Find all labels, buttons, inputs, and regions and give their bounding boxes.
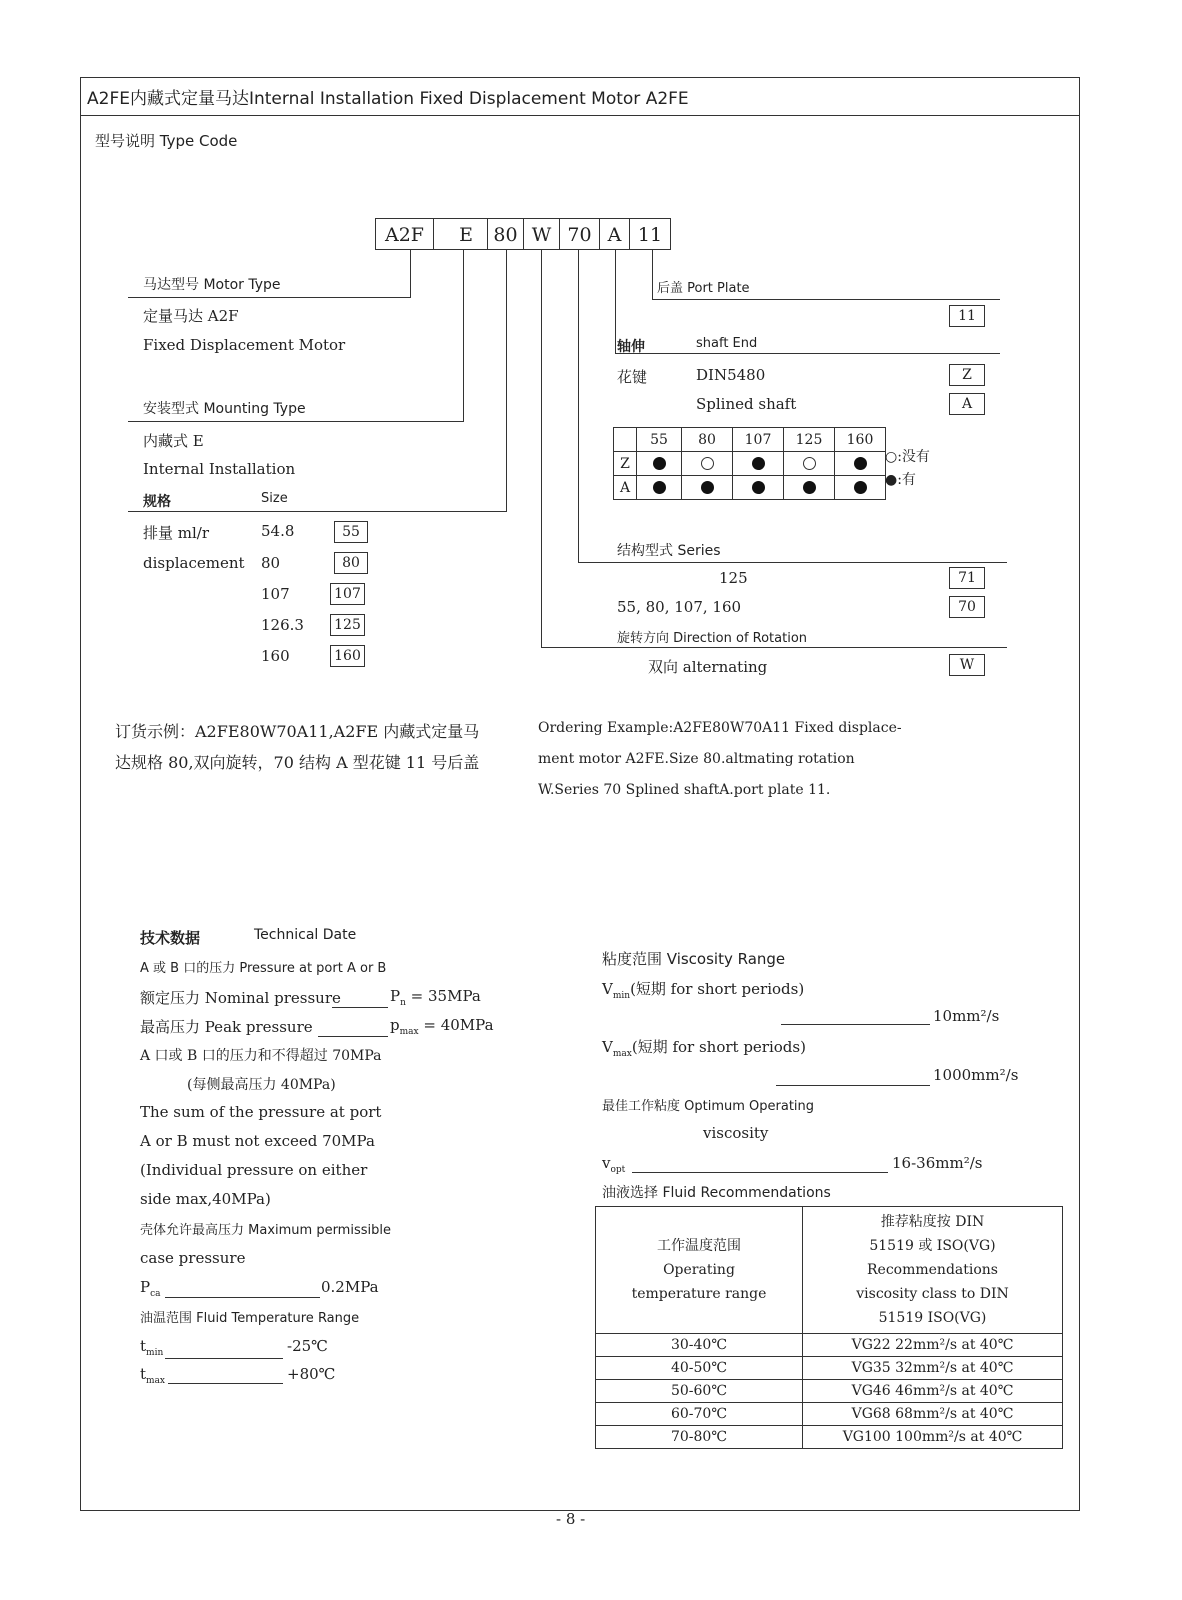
case-en: case pressure bbox=[140, 1249, 246, 1267]
shaft-std: DIN5480 bbox=[696, 366, 766, 384]
table-row bbox=[596, 1380, 1063, 1403]
peak-subscript: max bbox=[399, 1027, 419, 1037]
table-header-cell: 80 bbox=[682, 428, 733, 452]
size-label-en: displacement bbox=[143, 554, 245, 572]
tmin-subscript: min bbox=[146, 1348, 164, 1358]
table-row bbox=[614, 476, 886, 500]
vmax-symbol: V bbox=[602, 1038, 613, 1056]
tmax-symbol-group bbox=[140, 1365, 165, 1386]
table-corner-cell bbox=[614, 428, 637, 452]
underline-size bbox=[128, 511, 507, 512]
viscosity-heading: 粘度范围 Viscosity Range bbox=[602, 950, 786, 968]
connector-port-plate bbox=[652, 250, 653, 300]
case-symbol-group bbox=[140, 1278, 161, 1299]
connector-mounting bbox=[463, 250, 464, 422]
vg-cell: VG22 22mm²/s at 40℃ bbox=[803, 1334, 1063, 1357]
size-value: 54.8 bbox=[261, 522, 295, 540]
availability-mark bbox=[752, 457, 765, 470]
tech-heading-cn: 技术数据 bbox=[140, 929, 201, 947]
legend-filled: ●:有 bbox=[885, 472, 916, 488]
size-code-box: 55 bbox=[334, 521, 368, 543]
vmin-value: 10mm²/s bbox=[933, 1007, 1000, 1025]
availability-mark bbox=[653, 481, 666, 494]
availability-mark bbox=[653, 457, 666, 470]
code-cell-mounting: E bbox=[433, 218, 487, 250]
size-value: 107 bbox=[261, 585, 290, 603]
shaft-std-code-box: Z bbox=[949, 364, 985, 386]
port-plate-code-box: 11 bbox=[949, 305, 985, 327]
header-divider bbox=[80, 115, 1080, 116]
case-value: 0.2MPa bbox=[321, 1278, 379, 1296]
size-heading-cn: 规格 bbox=[143, 494, 171, 510]
note-en-line1: The sum of the pressure at port bbox=[140, 1103, 382, 1121]
vmin-group bbox=[602, 978, 804, 1001]
underline-shaft bbox=[615, 353, 1000, 354]
peak-value-group bbox=[390, 1016, 494, 1037]
vg-cell: VG68 68mm²/s at 40℃ bbox=[803, 1403, 1063, 1426]
fill-line bbox=[168, 1383, 283, 1384]
vmax-subscript: max bbox=[612, 1049, 632, 1059]
fill-line bbox=[632, 1172, 888, 1173]
vopt-symbol: v bbox=[602, 1154, 611, 1172]
fill-line bbox=[165, 1358, 283, 1359]
shaft-splined-code-box: A bbox=[949, 393, 985, 415]
header-line: Operating bbox=[663, 1262, 735, 1278]
optimum-heading-2: viscosity bbox=[703, 1124, 769, 1142]
series-label: 55, 80, 107, 160 bbox=[617, 598, 742, 616]
vmax-group bbox=[602, 1036, 806, 1059]
availability-mark bbox=[752, 481, 765, 494]
shaft-end-heading-en: shaft End bbox=[696, 336, 758, 351]
ordering-en-line3: W.Series 70 Splined shaftA.port plate 11. bbox=[538, 782, 831, 798]
size-value: 80 bbox=[261, 554, 281, 572]
fluid-header-viscosity bbox=[803, 1207, 1063, 1334]
rotation-heading: 旋转方向 Direction of Rotation bbox=[617, 631, 808, 646]
tech-heading-en: Technical Date bbox=[254, 927, 357, 943]
size-value: 160 bbox=[261, 647, 290, 665]
ordering-cn-line1: 订货示例：A2FE80W70A11,A2FE 内藏式定量马 bbox=[115, 722, 480, 741]
availability-mark bbox=[701, 481, 714, 494]
page-number: - 8 - bbox=[556, 1510, 586, 1528]
ordering-en-line2: ment motor A2FE.Size 80.altmating rotation bbox=[538, 751, 855, 767]
fill-line bbox=[165, 1297, 320, 1298]
header-line: 51519 ISO(VG) bbox=[878, 1310, 987, 1326]
series-code-box: 71 bbox=[949, 567, 985, 589]
size-code-box: 125 bbox=[330, 614, 365, 636]
code-cell-shaft: A bbox=[599, 218, 629, 250]
shaft-end-heading-cn: 轴伸 bbox=[617, 339, 645, 355]
table-header-cell: 55 bbox=[637, 428, 682, 452]
note-en-line2: A or B must not exceed 70MPa bbox=[140, 1132, 375, 1150]
legend-open: ○:没有 bbox=[885, 449, 930, 465]
availability-mark bbox=[803, 457, 816, 470]
size-value: 126.3 bbox=[261, 616, 304, 634]
availability-mark bbox=[701, 457, 714, 470]
nominal-value-group bbox=[390, 987, 481, 1008]
fluid-table bbox=[595, 1206, 1063, 1449]
port-plate-heading: 后盖 Port Plate bbox=[657, 281, 750, 296]
underline-mounting bbox=[128, 421, 464, 422]
size-code-box: 160 bbox=[330, 645, 365, 667]
tmax-value: +80℃ bbox=[287, 1365, 336, 1383]
underline-series bbox=[578, 562, 1007, 563]
table-header-cell: 160 bbox=[835, 428, 886, 452]
nominal-symbol: P bbox=[390, 987, 401, 1005]
type-code-heading: 型号说明 Type Code bbox=[95, 132, 238, 150]
connector-size bbox=[506, 250, 507, 512]
peak-label: 最高压力 Peak pressure bbox=[140, 1018, 313, 1036]
availability-mark bbox=[803, 481, 816, 494]
fluid-header-temp bbox=[596, 1207, 803, 1334]
vopt-group bbox=[602, 1154, 625, 1175]
note-en-line3: (Individual pressure on either bbox=[140, 1161, 368, 1179]
connector-shaft bbox=[615, 250, 616, 354]
fluid-heading: 油液选择 Fluid Recommendations bbox=[602, 1185, 831, 1201]
table-row-label: Z bbox=[614, 452, 637, 476]
nominal-subscript: n bbox=[400, 998, 406, 1008]
underline-port-plate bbox=[652, 299, 1000, 300]
series-code-box: 70 bbox=[949, 596, 985, 618]
table-row bbox=[596, 1357, 1063, 1380]
tmin-symbol: t bbox=[140, 1337, 147, 1355]
tmin-value: -25℃ bbox=[287, 1337, 328, 1355]
nominal-label: 额定压力 Nominal pressure bbox=[140, 989, 341, 1007]
underline-rotation bbox=[541, 647, 1007, 648]
peak-value: = 40MPa bbox=[423, 1016, 494, 1034]
vopt-value: 16-36mm²/s bbox=[892, 1154, 983, 1172]
connector-series bbox=[578, 250, 579, 563]
note-en-line4: side max,40MPa) bbox=[140, 1190, 271, 1208]
temp-cell: 40-50℃ bbox=[596, 1357, 803, 1380]
availability-mark bbox=[854, 457, 867, 470]
optimum-heading: 最佳工作粘度 Optimum Operating bbox=[602, 1099, 815, 1114]
header-line: 工作温度范围 bbox=[657, 1238, 741, 1254]
mounting-heading: 安装型式 Mounting Type bbox=[143, 401, 306, 417]
mounting-line1: 内藏式 E bbox=[143, 432, 204, 450]
tmin-symbol-group bbox=[140, 1337, 163, 1358]
peak-symbol: p bbox=[390, 1016, 400, 1034]
fill-line bbox=[332, 1007, 388, 1008]
code-cell-size: 80 bbox=[487, 218, 523, 250]
motor-type-line1: 定量马达 A2F bbox=[143, 307, 239, 325]
size-code-box: 80 bbox=[334, 552, 368, 574]
fill-line bbox=[776, 1085, 930, 1086]
vmin-label: (短期 for short periods) bbox=[630, 980, 805, 998]
ordering-cn-line2: 达规格 80,双向旋转，70 结构 A 型花键 11 号后盖 bbox=[115, 753, 480, 772]
temp-cell: 60-70℃ bbox=[596, 1403, 803, 1426]
connector-rotation bbox=[541, 250, 542, 648]
note-cn-line2: (每侧最高压力 40MPa) bbox=[187, 1077, 336, 1093]
underline-motor bbox=[128, 297, 411, 298]
case-heading: 壳体允许最高压力 Maximum permissible bbox=[140, 1223, 391, 1238]
nominal-value: = 35MPa bbox=[410, 987, 481, 1005]
vmin-subscript: min bbox=[612, 991, 631, 1001]
rotation-code-box: W bbox=[949, 654, 985, 676]
header-line: temperature range bbox=[631, 1286, 767, 1302]
page-title: A2FE内藏式定量马达Internal Installation Fixed Displacement Motor A2FE bbox=[87, 89, 689, 109]
table-row bbox=[614, 452, 886, 476]
vg-cell: VG46 46mm²/s at 40℃ bbox=[803, 1380, 1063, 1403]
shaft-splined: Splined shaft bbox=[696, 395, 797, 413]
rotation-label: 双向 alternating bbox=[648, 658, 768, 676]
vopt-subscript: opt bbox=[610, 1165, 626, 1175]
series-heading: 结构型式 Series bbox=[617, 543, 721, 559]
size-label-cn: 排量 ml/r bbox=[143, 524, 210, 542]
pressure-heading: A 或 B 口的压力 Pressure at port A or B bbox=[140, 961, 387, 976]
table-header-cell: 107 bbox=[733, 428, 784, 452]
shaft-size-table bbox=[613, 427, 886, 500]
header-line: 推荐粘度按 DIN bbox=[880, 1214, 985, 1230]
vmin-symbol: V bbox=[602, 980, 613, 998]
header-line: viscosity class to DIN bbox=[856, 1286, 1009, 1302]
case-subscript: ca bbox=[150, 1289, 161, 1299]
table-row bbox=[596, 1334, 1063, 1357]
temp-cell: 70-80℃ bbox=[596, 1426, 803, 1449]
table-row-label: A bbox=[614, 476, 637, 500]
series-label: 125 bbox=[719, 569, 748, 587]
fill-line bbox=[781, 1024, 930, 1025]
header-line: 51519 或 ISO(VG) bbox=[869, 1238, 996, 1254]
code-cell-rotation: W bbox=[523, 218, 559, 250]
tmax-subscript: max bbox=[146, 1376, 166, 1386]
case-symbol: P bbox=[140, 1278, 151, 1296]
size-heading-en: Size bbox=[261, 491, 288, 506]
header-line: Recommendations bbox=[867, 1262, 998, 1278]
temp-cell: 50-60℃ bbox=[596, 1380, 803, 1403]
vmax-label: (短期 for short periods) bbox=[631, 1038, 806, 1056]
shaft-label-cn: 花键 bbox=[617, 368, 648, 386]
temp-cell: 30-40℃ bbox=[596, 1334, 803, 1357]
table-row bbox=[596, 1403, 1063, 1426]
mounting-line2: Internal Installation bbox=[143, 460, 296, 478]
connector-motor bbox=[410, 250, 411, 298]
vmax-value: 1000mm²/s bbox=[933, 1066, 1019, 1084]
vg-cell: VG100 100mm²/s at 40℃ bbox=[803, 1426, 1063, 1449]
table-row bbox=[596, 1426, 1063, 1449]
ordering-en-line1: Ordering Example:A2FE80W70A11 Fixed displace- bbox=[538, 720, 902, 736]
motor-type-line2: Fixed Displacement Motor bbox=[143, 336, 346, 354]
code-cell-port-plate: 11 bbox=[629, 218, 671, 250]
availability-mark bbox=[854, 481, 867, 494]
note-cn-line1: A 口或 B 口的压力和不得超过 70MPa bbox=[140, 1048, 382, 1064]
size-code-box: 107 bbox=[330, 583, 365, 605]
motor-type-heading: 马达型号 Motor Type bbox=[143, 277, 281, 293]
code-cell-motor: A2F bbox=[375, 218, 433, 250]
tmax-symbol: t bbox=[140, 1365, 147, 1383]
temp-heading: 油温范围 Fluid Temperature Range bbox=[140, 1311, 360, 1326]
fill-line bbox=[318, 1036, 388, 1037]
vg-cell: VG35 32mm²/s at 40℃ bbox=[803, 1357, 1063, 1380]
table-header-cell: 125 bbox=[784, 428, 835, 452]
code-cell-series: 70 bbox=[559, 218, 599, 250]
